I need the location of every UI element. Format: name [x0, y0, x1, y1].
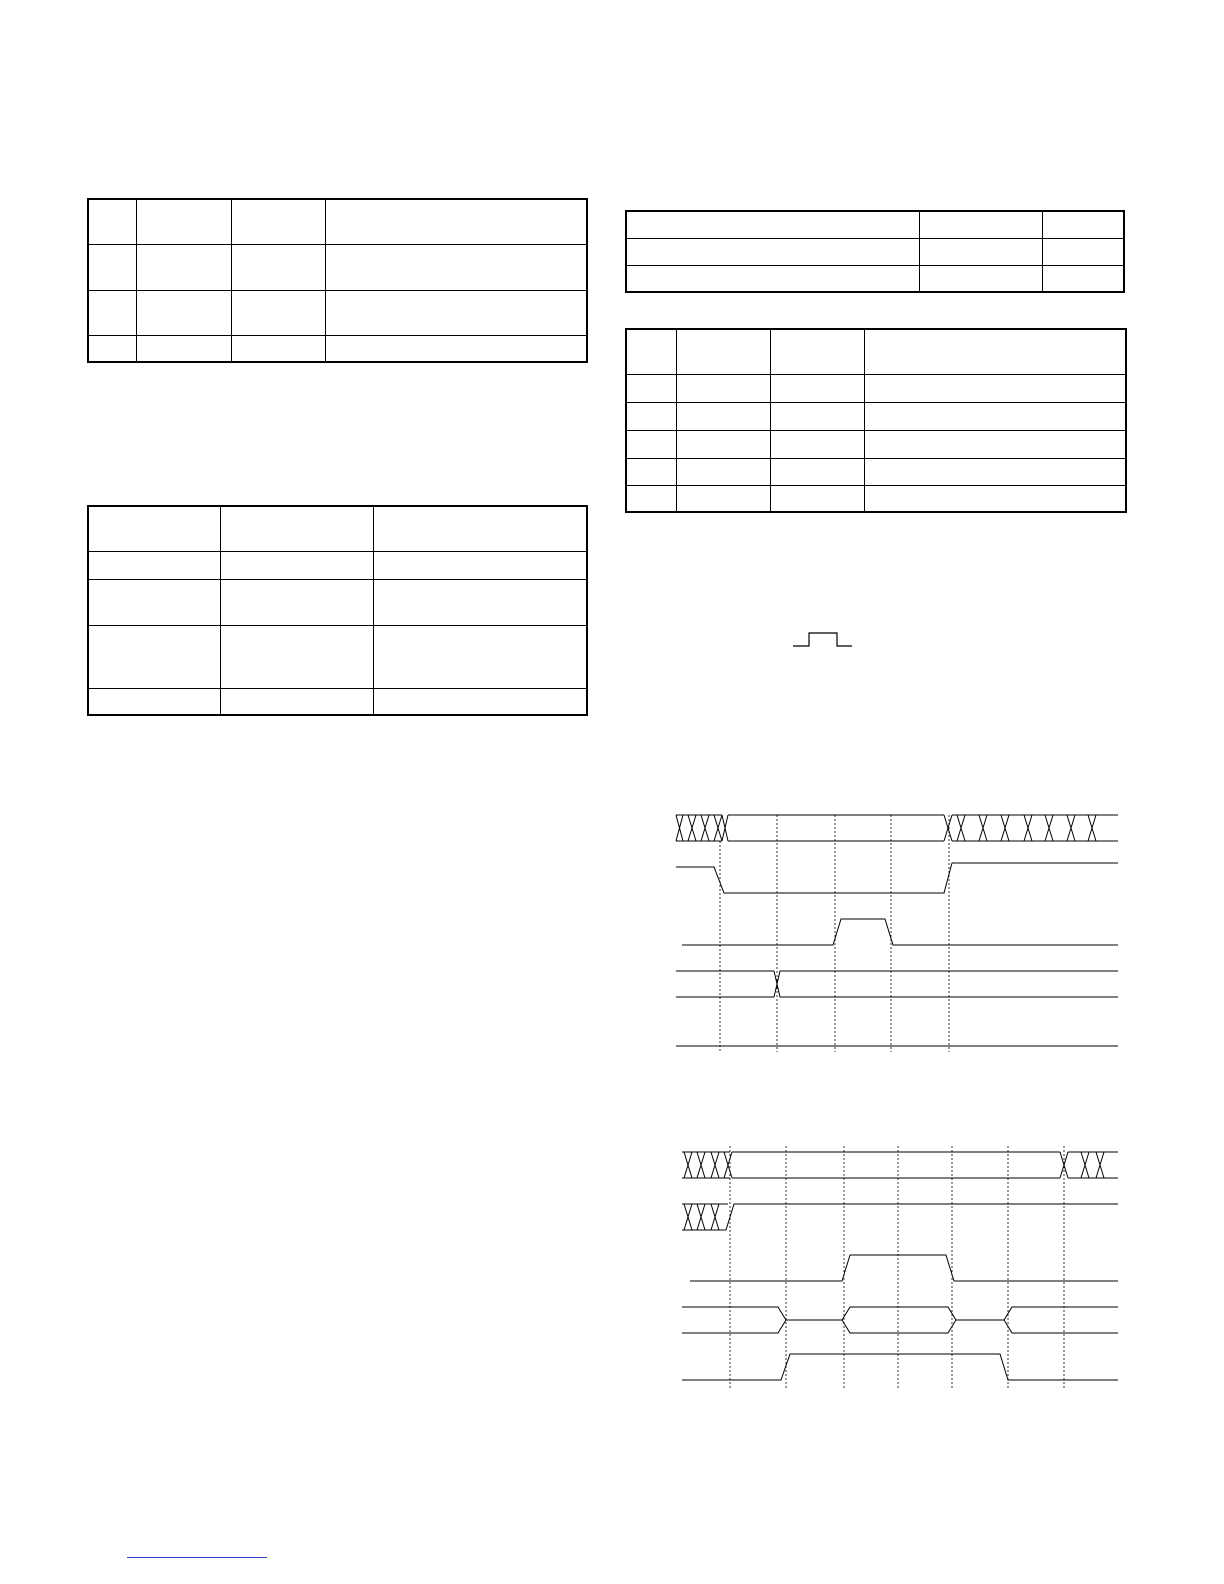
timing-diagram-2 — [682, 1146, 1118, 1388]
timing-diagram-1 — [676, 815, 1118, 1052]
footer-link-underline — [127, 1557, 267, 1558]
pulse-symbol — [793, 633, 852, 646]
